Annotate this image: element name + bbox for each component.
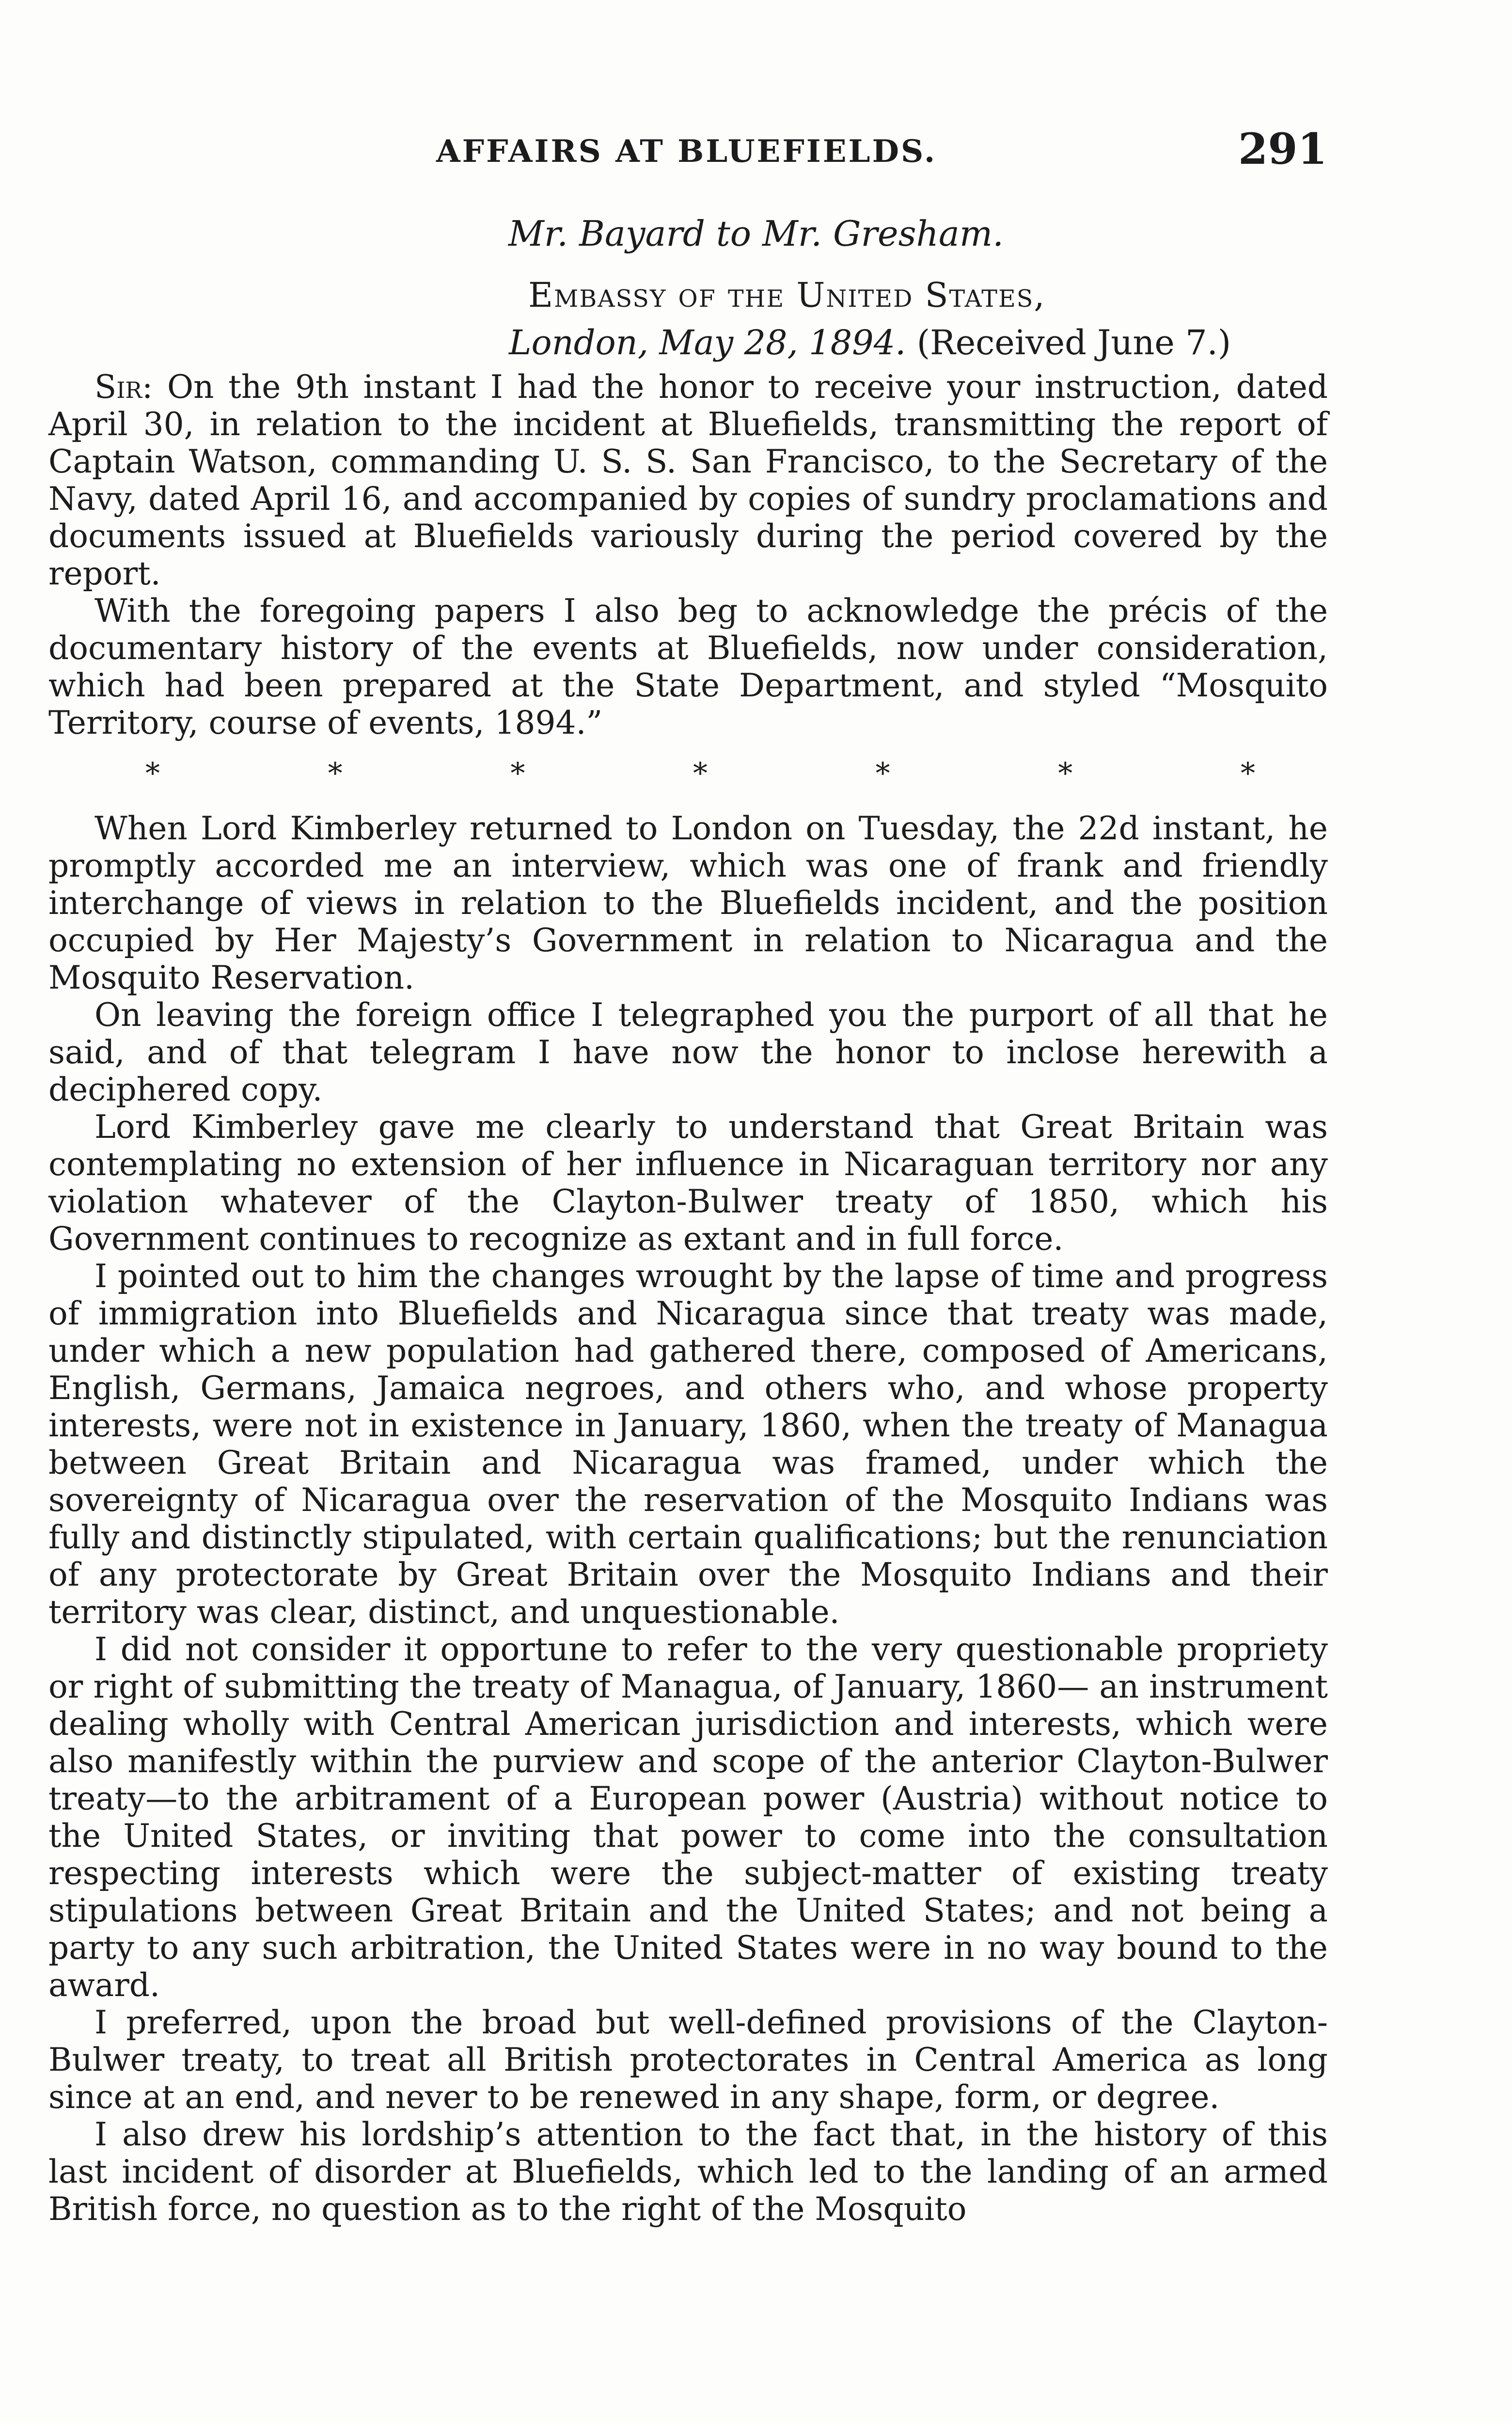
asterisk: *: [693, 756, 708, 790]
paragraph: I preferred, upon the broad but well-defined provisions of the Clayton-Bulwer treaty, to treat all British protectorates in Central America as long since at an end, and never to be renewed in any shape, form, or degree.: [48, 2004, 1328, 2116]
asterisk: *: [328, 756, 343, 790]
asterisk: *: [1058, 756, 1073, 790]
asterisk: *: [1240, 756, 1255, 790]
place-date-line: [509, 319, 1430, 366]
paragraph: I pointed out to him the changes wrought by the lapse of time and progress of immigration into Bluefields and Nicaragua since that treaty was made, under which a new population had gathered there, composed of Americans, English, Germans, Jamaica negroes, and others who, and whose property interests, were not in existence in January, 1860, when the treaty of Managua between Great Britain and Nicaragua was framed, under which the sovereignty of Nicaragua over the reservation of the Mosquito Indians was fully and distinctly stipulated, with certain qualifications; but the renunciation of any protectorate by Great Britain over the Mosquito Indians and their territory was clear, distinct, and unquestionable.: [48, 1258, 1328, 1631]
asterisk: *: [875, 756, 890, 790]
embassy-name: Embassy of the United States,: [528, 275, 1046, 315]
asterisk: *: [145, 756, 160, 790]
ellipsis-asterisks: [48, 755, 1328, 792]
paragraph: Lord Kimberley gave me clearly to understand that Great Britain was contemplating no extension of her influence in Nicaraguan territory nor any violation whatever of the Clayton-Bulwer treaty of 1850, which his Government continues to recognize as extant and in full force.: [48, 1108, 1328, 1258]
paragraph-text: On the 9th instant I had the honor to receive your instruction, dated April 30, in relation to the incident at Bluefields, transmitting the report of Captain Watson, commanding U. S. S. San Francisco, to the Secretary of the Navy, dated April 16, and accompanied by copies of sundry proclamations and documents issued at Bluefields variously during the period covered by the report.: [48, 368, 1328, 592]
paragraph: I did not consider it opportune to refer to the very questionable propriety or right of submitting the treaty of Managua, of January, 1860— an instrument dealing wholly with Central American jurisdiction and interests, which were also manifestly within the purview and scope of the anterior Clayton-Bulwer treaty—to the arbitrament of a European power (Austria) without notice to the United States, or inviting that power to come into the consultation respecting interests which were the subject-matter of existing treaty stipulations between Great Britain and the United States; and not being a party to any such arbitration, the United States were in no way bound to the award.: [48, 1631, 1328, 2004]
paragraph: I also drew his lordship’s attention to the fact that, in the history of this last incident of disorder at Bluefields, which led to the landing of an armed British force, no question as to the right of the Mosquito: [48, 2116, 1328, 2228]
paragraph: [48, 368, 1328, 592]
running-title: AFFAIRS AT BLUEFIELDS.: [436, 133, 937, 170]
paragraph: On leaving the foreign office I telegraphed you the purport of all that he said, and of that telegram I have now the honor to inclose herewith a deciphered copy.: [48, 996, 1328, 1108]
page-number: 291: [1238, 124, 1327, 174]
asterisk: *: [510, 756, 525, 790]
dateline: [509, 271, 1430, 366]
place-date: London, May 28, 1894.: [509, 323, 906, 362]
running-header: [0, 124, 1512, 177]
letter-heading: Mr. Bayard to Mr. Gresham.: [508, 213, 1004, 254]
paragraph: With the foregoing papers I also beg to acknowledge the précis of the documentary history of the events at Bluefields, now under consideration, which had been prepared at the State Department, and styled “Mosquito Territory, course of events, 1894.”: [48, 592, 1328, 741]
letter-body: [48, 368, 1328, 2228]
paragraph: When Lord Kimberley returned to London on Tuesday, the 22d instant, he promptly accorded me an interview, which was one of frank and friendly interchange of views in relation to the Bluefields incident, and the position occupied by Her Majesty’s Government in relation to Nicaragua and the Mosquito Reservation.: [48, 810, 1328, 996]
salutation: Sir:: [94, 368, 153, 406]
received-date: (Received June 7.): [916, 323, 1231, 362]
